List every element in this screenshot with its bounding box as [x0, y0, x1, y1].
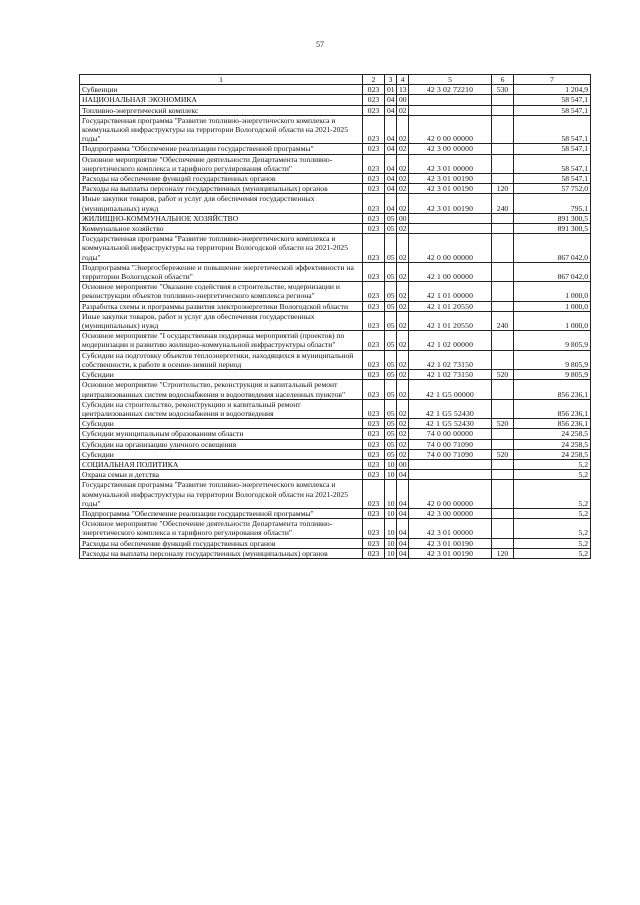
row-target-article: 42 3 00 00000 — [409, 508, 492, 518]
row-admin-code: 023 — [363, 282, 385, 301]
table-row — [80, 282, 591, 301]
row-admin-code: 023 — [363, 439, 385, 449]
row-expense-type — [492, 95, 514, 105]
row-name: Иные закупки товаров, работ и услуг для обеспечения государственных (муниципальных) нужд — [80, 194, 363, 213]
row-section: 10 — [385, 459, 397, 469]
row-section: 05 — [385, 301, 397, 311]
row-amount: 891 300,5 — [514, 213, 591, 223]
table-row — [80, 480, 591, 509]
row-admin-code: 023 — [363, 184, 385, 194]
row-admin-code: 023 — [363, 105, 385, 115]
row-expense-type: 520 — [492, 419, 514, 429]
row-admin-code: 023 — [363, 194, 385, 213]
row-admin-code: 023 — [363, 548, 385, 558]
row-name: Подпрограмма "Обеспечение реализации государственной программы" — [80, 144, 363, 154]
row-expense-type: 240 — [492, 311, 514, 330]
row-expense-type — [492, 105, 514, 115]
row-amount: 5,2 — [514, 548, 591, 558]
row-section: 10 — [385, 508, 397, 518]
row-name: Субвенции — [80, 85, 363, 95]
row-amount: 5,2 — [514, 480, 591, 509]
row-subsection: 02 — [397, 282, 409, 301]
row-admin-code: 023 — [363, 480, 385, 509]
row-admin-code: 023 — [363, 311, 385, 330]
row-subsection: 00 — [397, 213, 409, 223]
table-row — [80, 331, 591, 350]
table-row — [80, 449, 591, 459]
row-section: 05 — [385, 262, 397, 281]
table-row — [80, 419, 591, 429]
table-row — [80, 311, 591, 330]
table-row — [80, 262, 591, 281]
row-amount: 5,2 — [514, 508, 591, 518]
row-amount: 856 236,1 — [514, 380, 591, 399]
row-expense-type: 520 — [492, 449, 514, 459]
header-col-5: 5 — [409, 75, 492, 85]
row-section: 05 — [385, 213, 397, 223]
header-col-3: 3 — [385, 75, 397, 85]
row-section: 10 — [385, 548, 397, 558]
row-expense-type: 530 — [492, 85, 514, 95]
row-expense-type — [492, 174, 514, 184]
row-expense-type — [492, 154, 514, 173]
table-row — [80, 538, 591, 548]
row-admin-code: 023 — [363, 224, 385, 234]
table-row — [80, 194, 591, 213]
row-admin-code: 023 — [363, 85, 385, 95]
row-subsection: 02 — [397, 115, 409, 144]
row-section: 10 — [385, 480, 397, 509]
row-subsection: 02 — [397, 262, 409, 281]
row-subsection: 02 — [397, 194, 409, 213]
row-admin-code: 023 — [363, 95, 385, 105]
table-row — [80, 429, 591, 439]
row-expense-type — [492, 282, 514, 301]
row-target-article: 42 3 01 00190 — [409, 174, 492, 184]
row-section: 10 — [385, 538, 397, 548]
table-row — [80, 234, 591, 263]
row-subsection: 02 — [397, 331, 409, 350]
row-target-article: 42 3 01 00190 — [409, 194, 492, 213]
row-amount: 867 042,0 — [514, 234, 591, 263]
row-target-article: 42 3 00 00000 — [409, 144, 492, 154]
row-section: 10 — [385, 519, 397, 538]
row-expense-type — [492, 115, 514, 144]
row-section: 04 — [385, 184, 397, 194]
row-target-article: 42 1 G5 52430 — [409, 419, 492, 429]
table-row — [80, 519, 591, 538]
table-row — [80, 470, 591, 480]
table-row — [80, 115, 591, 144]
table-row — [80, 213, 591, 223]
row-section: 05 — [385, 311, 397, 330]
row-target-article: 42 3 01 00190 — [409, 538, 492, 548]
row-amount: 5,2 — [514, 519, 591, 538]
row-subsection: 02 — [397, 184, 409, 194]
row-subsection: 04 — [397, 548, 409, 558]
row-section: 05 — [385, 331, 397, 350]
row-expense-type — [492, 331, 514, 350]
row-target-article: 42 1 02 73150 — [409, 370, 492, 380]
row-section: 04 — [385, 154, 397, 173]
row-name: Охрана семьи и детства — [80, 470, 363, 480]
row-subsection: 02 — [397, 311, 409, 330]
row-expense-type — [492, 399, 514, 418]
row-admin-code: 023 — [363, 331, 385, 350]
row-subsection: 04 — [397, 470, 409, 480]
row-subsection: 02 — [397, 301, 409, 311]
table-row — [80, 105, 591, 115]
page-number: 57 — [316, 40, 324, 49]
row-name: Иные закупки товаров, работ и услуг для обеспечения государственных (муниципальных) нужд — [80, 311, 363, 330]
row-target-article: 74 0 00 00000 — [409, 429, 492, 439]
row-admin-code: 023 — [363, 174, 385, 184]
row-name: Субсидии на подготовку объектов теплоэнергетики, находящихся в муниципальной собственности, к работе в осенне-зимний период — [80, 350, 363, 369]
row-subsection: 02 — [397, 429, 409, 439]
table-row — [80, 370, 591, 380]
row-section: 04 — [385, 174, 397, 184]
row-target-article: 42 1 01 20550 — [409, 311, 492, 330]
row-amount: 5,2 — [514, 470, 591, 480]
row-name: Расходы на обеспечение функций государственных органов — [80, 174, 363, 184]
table-row — [80, 184, 591, 194]
row-amount: 1 000,0 — [514, 311, 591, 330]
row-expense-type — [492, 519, 514, 538]
row-target-article — [409, 105, 492, 115]
row-section: 10 — [385, 470, 397, 480]
row-amount: 58 547,1 — [514, 105, 591, 115]
row-expense-type — [492, 350, 514, 369]
row-subsection: 04 — [397, 508, 409, 518]
row-name: Коммунальное хозяйство — [80, 224, 363, 234]
row-subsection: 02 — [397, 224, 409, 234]
row-admin-code: 023 — [363, 459, 385, 469]
row-subsection: 02 — [397, 105, 409, 115]
table-row — [80, 224, 591, 234]
row-target-article: 42 1 01 00000 — [409, 282, 492, 301]
table-row — [80, 508, 591, 518]
row-target-article — [409, 213, 492, 223]
row-admin-code: 023 — [363, 262, 385, 281]
row-expense-type — [492, 538, 514, 548]
row-amount: 9 805,9 — [514, 331, 591, 350]
table-row — [80, 301, 591, 311]
row-admin-code: 023 — [363, 429, 385, 439]
row-target-article: 42 3 02 72210 — [409, 85, 492, 95]
row-subsection: 00 — [397, 95, 409, 105]
row-target-article: 42 3 01 00190 — [409, 548, 492, 558]
row-subsection: 02 — [397, 380, 409, 399]
row-admin-code: 023 — [363, 144, 385, 154]
row-section: 05 — [385, 399, 397, 418]
row-target-article: 42 1 00 00000 — [409, 262, 492, 281]
row-name: Подпрограмма "Обеспечение реализации государственной программы" — [80, 508, 363, 518]
row-admin-code: 023 — [363, 380, 385, 399]
row-section: 04 — [385, 105, 397, 115]
row-name: Основное мероприятие "Строительство, реконструкция и капитальный ремонт централизованных систем водоснабжения и водоотведения населенных пунктов" — [80, 380, 363, 399]
row-section: 05 — [385, 380, 397, 399]
header-col-7: 7 — [514, 75, 591, 85]
row-name: Расходы на обеспечение функций государственных органов — [80, 538, 363, 548]
row-expense-type — [492, 480, 514, 509]
row-name: Топливно-энергетический комплекс — [80, 105, 363, 115]
row-expense-type — [492, 213, 514, 223]
row-target-article: 42 3 01 00000 — [409, 154, 492, 173]
row-subsection: 02 — [397, 449, 409, 459]
row-expense-type — [492, 439, 514, 449]
row-expense-type — [492, 144, 514, 154]
row-subsection: 02 — [397, 350, 409, 369]
row-expense-type: 120 — [492, 184, 514, 194]
row-amount: 867 042,0 — [514, 262, 591, 281]
row-name: ЖИЛИЩНО-КОММУНАЛЬНОЕ ХОЗЯЙСТВО — [80, 213, 363, 223]
table-row — [80, 85, 591, 95]
row-admin-code: 023 — [363, 519, 385, 538]
table-row — [80, 174, 591, 184]
row-amount: 58 547,1 — [514, 95, 591, 105]
row-amount: 1 204,9 — [514, 85, 591, 95]
header-row — [80, 75, 591, 85]
row-subsection: 02 — [397, 234, 409, 263]
table-row — [80, 439, 591, 449]
row-section: 04 — [385, 144, 397, 154]
row-amount: 891 300,5 — [514, 224, 591, 234]
row-expense-type — [492, 224, 514, 234]
row-target-article: 42 1 G5 00000 — [409, 380, 492, 399]
row-target-article: 42 0 00 00000 — [409, 115, 492, 144]
row-name: Государственная программа "Развитие топливно-энергетического комплекса и коммунальной инфраструктуры на территории Вологодской области на 2021-2025 годы" — [80, 115, 363, 144]
row-expense-type: 120 — [492, 548, 514, 558]
table-row — [80, 459, 591, 469]
row-target-article: 42 1 02 00000 — [409, 331, 492, 350]
row-target-article — [409, 470, 492, 480]
row-admin-code: 023 — [363, 370, 385, 380]
row-admin-code: 023 — [363, 213, 385, 223]
row-amount: 1 000,0 — [514, 282, 591, 301]
row-subsection: 02 — [397, 439, 409, 449]
row-amount: 58 547,1 — [514, 115, 591, 144]
row-amount: 856 236,1 — [514, 399, 591, 418]
row-name: Основное мероприятие "I осударственная поддержка мероприятий (проектов) по модернизации и развитию жилищно-коммунальной инфраструктуры области" — [80, 331, 363, 350]
row-expense-type — [492, 508, 514, 518]
row-amount: 58 547,1 — [514, 144, 591, 154]
row-amount: 9 805,9 — [514, 370, 591, 380]
row-name: Субсидии муниципальным образованиям области — [80, 429, 363, 439]
row-subsection: 02 — [397, 154, 409, 173]
table-row — [80, 350, 591, 369]
row-amount: 9 805,9 — [514, 350, 591, 369]
row-subsection: 13 — [397, 85, 409, 95]
row-subsection: 02 — [397, 174, 409, 184]
table-row — [80, 154, 591, 173]
row-name: Государственная программа "Развитие топливно-энергетического комплекса и коммунальной инфраструктуры на территории Вологодской области на 2021-2025 годы" — [80, 234, 363, 263]
row-subsection: 00 — [397, 459, 409, 469]
row-name: Основное мероприятие "Оказание содействия в строительстве, модернизации и реконструкции объектов топливно-энергетического комплекса региона" — [80, 282, 363, 301]
row-section: 05 — [385, 449, 397, 459]
row-section: 05 — [385, 439, 397, 449]
row-admin-code: 023 — [363, 470, 385, 480]
row-amount: 5,2 — [514, 459, 591, 469]
row-expense-type — [492, 380, 514, 399]
row-target-article: 42 1 02 73150 — [409, 350, 492, 369]
header-col-2: 2 — [363, 75, 385, 85]
row-amount: 57 752,0 — [514, 184, 591, 194]
row-admin-code: 023 — [363, 301, 385, 311]
row-amount: 58 547,1 — [514, 174, 591, 184]
row-section: 04 — [385, 194, 397, 213]
row-amount: 795,1 — [514, 194, 591, 213]
row-subsection: 02 — [397, 144, 409, 154]
row-name: Субсидии — [80, 449, 363, 459]
row-admin-code: 023 — [363, 449, 385, 459]
row-admin-code: 023 — [363, 350, 385, 369]
row-amount: 24 258,5 — [514, 449, 591, 459]
table-row — [80, 380, 591, 399]
row-expense-type — [492, 301, 514, 311]
row-name: СОЦИАЛЬНАЯ ПОЛИТИКА — [80, 459, 363, 469]
row-target-article: 42 1 G5 52430 — [409, 399, 492, 418]
row-section: 05 — [385, 429, 397, 439]
row-admin-code: 023 — [363, 115, 385, 144]
row-target-article: 42 0 00 00000 — [409, 480, 492, 509]
row-expense-type — [492, 459, 514, 469]
row-admin-code: 023 — [363, 508, 385, 518]
row-admin-code: 023 — [363, 234, 385, 263]
row-expense-type — [492, 262, 514, 281]
row-section: 05 — [385, 419, 397, 429]
row-name: Основное мероприятие "Обеспечение деятельности Департамента топливно-энергетического комплекса и тарифного регулирования области" — [80, 519, 363, 538]
row-section: 05 — [385, 282, 397, 301]
row-section: 04 — [385, 95, 397, 105]
row-subsection: 02 — [397, 419, 409, 429]
row-name: Основное мероприятие "Обеспечение деятельности Департамента топливно-энергетического комплекса и тарифного регулирования области" — [80, 154, 363, 173]
row-target-article: 42 1 01 20550 — [409, 301, 492, 311]
row-admin-code: 023 — [363, 399, 385, 418]
row-target-article: 42 0 00 00000 — [409, 234, 492, 263]
table-row — [80, 95, 591, 105]
row-subsection: 02 — [397, 370, 409, 380]
row-subsection: 04 — [397, 480, 409, 509]
row-expense-type — [492, 429, 514, 439]
table-row — [80, 399, 591, 418]
row-expense-type: 520 — [492, 370, 514, 380]
row-admin-code: 023 — [363, 154, 385, 173]
table-row — [80, 548, 591, 558]
row-expense-type: 240 — [492, 194, 514, 213]
row-name: Разработка схемы и программы развития электроэнергетики Вологодской области — [80, 301, 363, 311]
row-target-article — [409, 95, 492, 105]
row-amount: 58 547,1 — [514, 154, 591, 173]
row-admin-code: 023 — [363, 419, 385, 429]
row-subsection: 04 — [397, 538, 409, 548]
row-amount: 24 258,5 — [514, 429, 591, 439]
row-name: Подпрограмма "Энергосбережение и повышение энергетической эффективности на территории Вологодской области" — [80, 262, 363, 281]
row-target-article: 74 0 00 71090 — [409, 449, 492, 459]
row-section: 01 — [385, 85, 397, 95]
row-name: Субсидии на строительство, реконструкцию и капитальный ремонт централизованных систем водоснабжения и водоотведения — [80, 399, 363, 418]
header-col-1: 1 — [80, 75, 363, 85]
row-amount: 5,2 — [514, 538, 591, 548]
row-section: 04 — [385, 115, 397, 144]
table-row — [80, 144, 591, 154]
row-name: НАЦИОНАЛЬНАЯ ЭКОНОМИКА — [80, 95, 363, 105]
budget-table — [79, 74, 591, 559]
row-name: Расходы на выплаты персоналу государственных (муниципальных) органов — [80, 548, 363, 558]
row-section: 05 — [385, 224, 397, 234]
row-section: 05 — [385, 350, 397, 369]
row-target-article: 42 3 01 00000 — [409, 519, 492, 538]
row-name: Расходы на выплаты персоналу государственных (муниципальных) органов — [80, 184, 363, 194]
row-admin-code: 023 — [363, 538, 385, 548]
row-name: Субсидии — [80, 419, 363, 429]
header-col-4: 4 — [397, 75, 409, 85]
row-section: 05 — [385, 234, 397, 263]
row-subsection: 04 — [397, 519, 409, 538]
row-expense-type — [492, 470, 514, 480]
row-target-article — [409, 224, 492, 234]
row-subsection: 02 — [397, 399, 409, 418]
row-target-article: 74 0 00 71090 — [409, 439, 492, 449]
row-target-article — [409, 459, 492, 469]
row-name: Субсидии — [80, 370, 363, 380]
row-amount: 24 258,5 — [514, 439, 591, 449]
row-amount: 1 000,0 — [514, 301, 591, 311]
row-name: Субсидии на организацию уличного освещения — [80, 439, 363, 449]
header-col-6: 6 — [492, 75, 514, 85]
row-name: Государственная программа "Развитие топливно-энергетического комплекса и коммунальной инфраструктуры на территории Вологодской области на 2021-2025 годы" — [80, 480, 363, 509]
row-section: 05 — [385, 370, 397, 380]
row-target-article: 42 3 01 00190 — [409, 184, 492, 194]
row-expense-type — [492, 234, 514, 263]
row-amount: 856 236,1 — [514, 419, 591, 429]
